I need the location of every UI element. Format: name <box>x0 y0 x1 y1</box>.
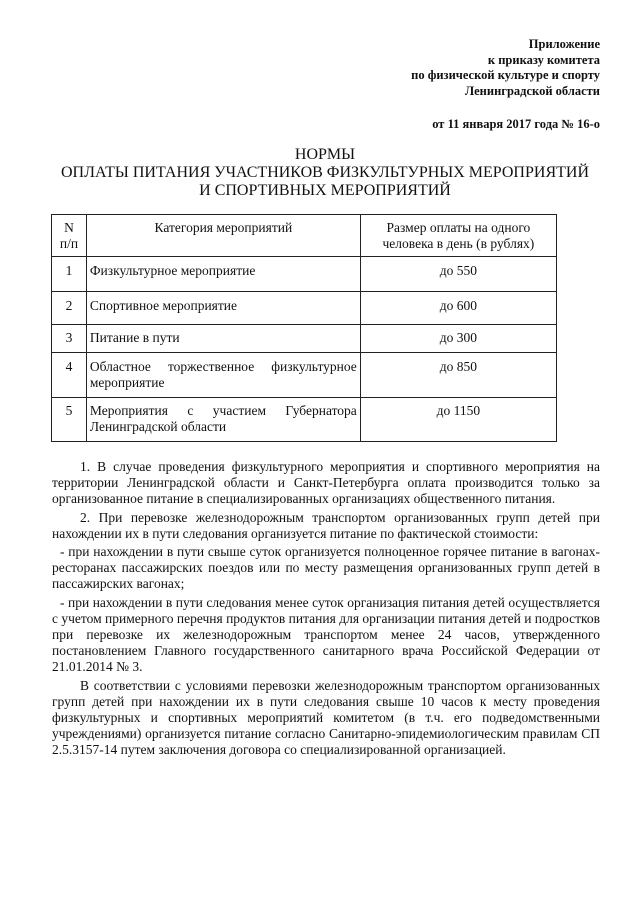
title-line: И СПОРТИВНЫХ МЕРОПРИЯТИЙ <box>199 182 451 199</box>
row-category: Физкультурное мероприятие <box>86 257 360 292</box>
table-header-row <box>52 215 557 257</box>
row-amount: до 300 <box>360 325 556 353</box>
row-number: 5 <box>52 398 87 442</box>
table-row <box>52 257 557 292</box>
norms-table <box>51 214 557 442</box>
paragraph: В соответствии с условиями перевозки железнодорожным транспортом организованных групп детей при нахождении их в пути следования свыше 10 часов к месту проведения физкультурных и спортивных мероприятий комитетом (в т.ч. его подведомственными учреждениями) организуется питание согласно Санитарно-эпидемиологическим правилам СП 2.5.3157-14 путем заключения договора со специализированной организацией. <box>52 677 600 758</box>
table-row <box>52 398 557 442</box>
column-header-number <box>52 215 87 257</box>
row-number: 2 <box>52 292 87 325</box>
appendix-line: по физической культуре и спорту <box>411 68 600 82</box>
row-category: Мероприятия с участием Губернатора Ленинградской области <box>86 398 360 442</box>
title-line: ОПЛАТЫ ПИТАНИЯ УЧАСТНИКОВ ФИЗКУЛЬТУРНЫХ МЕРОПРИЯТИЙ <box>61 164 589 181</box>
row-number: 4 <box>52 353 87 398</box>
appendix-header <box>411 37 600 99</box>
row-category: Областное торжественное физкультурное мероприятие <box>86 353 360 398</box>
header-text: N <box>64 220 74 235</box>
appendix-line: Ленинградской области <box>464 83 600 98</box>
table-row <box>52 325 557 353</box>
row-amount: до 550 <box>360 257 556 292</box>
table-row <box>52 292 557 325</box>
list-item: - при нахождении в пути следования менее суток организация питания детей осуществляется с учетом примерного перечня продуктов питания для организации питания детей и подростков при перевозке их железнодорожным транспортом менее 24 часов, утвержденного постановлением Главного государственного санитарного врача Российской Федерации от 21.01.2014 № 3. <box>52 594 600 675</box>
paragraph: 2. При перевозке железнодорожным транспортом организованных групп детей при нахождении их в пути следования организуется питание по фактической стоимости: <box>52 509 600 541</box>
order-date: от 11 января 2017 года № 16-о <box>432 117 600 131</box>
row-category: Спортивное мероприятие <box>86 292 360 325</box>
document-body <box>52 459 600 761</box>
paragraph: 1. В случае проведения физкультурного мероприятия и спортивного мероприятия на территории Ленинградской области и Санкт-Петербурга оплата производится только за организованное питание в специализированных организациях общественного питания. <box>52 459 600 507</box>
row-amount: до 850 <box>360 353 556 398</box>
appendix-label: Приложение <box>528 37 600 51</box>
title-line: НОРМЫ <box>294 146 356 163</box>
header-text: Категория мероприятий <box>154 220 293 235</box>
table-row <box>52 353 557 398</box>
row-amount: до 1150 <box>360 398 556 442</box>
header-text: человека в день (в рублях) <box>382 236 535 251</box>
row-number: 3 <box>52 325 87 353</box>
row-amount: до 600 <box>360 292 556 325</box>
row-number: 1 <box>52 257 87 292</box>
document-title <box>40 146 610 200</box>
appendix-line: к приказу комитета <box>487 52 600 67</box>
header-text: п/п <box>59 236 79 251</box>
header-text: Размер оплаты на одного <box>386 220 531 235</box>
column-header-amount <box>360 215 556 257</box>
row-category: Питание в пути <box>86 325 360 353</box>
column-header-category <box>86 215 360 257</box>
list-item: - при нахождении в пути свыше суток организуется полноценное горячее питание в вагонах-ресторанах пассажирских поездов или по месту размещения организованных групп детей в пассажирских вагонах; <box>52 544 600 592</box>
